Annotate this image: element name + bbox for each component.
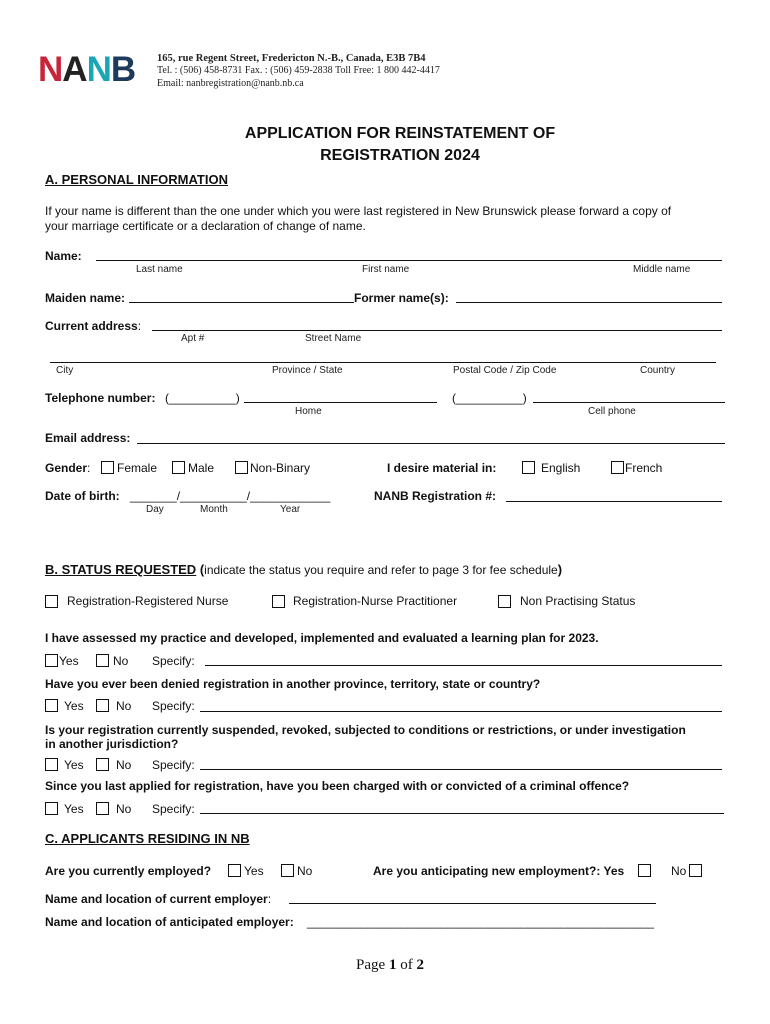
employed-yes-label: Yes [244,864,264,878]
section-a-heading: A. PERSONAL INFORMATION [45,172,228,187]
cell-area-code: (__________) [452,391,527,405]
header-email: Email: nanbregistration@nanb.nb.ca [157,78,304,89]
city-province-field[interactable] [50,362,716,363]
current-address-text: Current address [45,319,138,333]
page-total: 2 [416,957,424,973]
non-practising-label: Non Practising Status [520,594,636,608]
anticipated-employer-label: Name and location of anticipated employer: [45,915,294,929]
name-label: Name: [45,249,82,263]
gender-colon: : [87,461,91,475]
telephone-label: Telephone number: [45,391,156,405]
cell-caption: Cell phone [588,406,636,417]
intro-line1: If your name is different than the one under which you were last registered in New Brunswick please forward a copy of [45,204,672,218]
title-line2: REGISTRATION 2024 [320,147,480,164]
female-label: Female [117,461,158,475]
male-label: Male [188,461,215,475]
q1-no-label: No [113,654,129,668]
anticipating-text: Are you anticipating new employment?: Yes [373,864,625,878]
logo-letter-b: B [110,50,136,89]
anticipating-yes-checkbox[interactable] [638,864,651,877]
non-practising-checkbox[interactable] [498,595,511,608]
q4-specify-label: Specify: [152,802,195,816]
q3-no-label: No [116,758,132,772]
registration-number-label: NANB Registration #: [374,489,497,503]
q3-yes-label: Yes [64,758,84,772]
dob-field[interactable]: _______/__________/____________ [130,489,331,503]
employed-question: Are you currently employed? [45,864,212,878]
anticipated-employer-field[interactable]: ____________________________________________________ [307,915,655,929]
name-field[interactable] [96,260,722,261]
question-suspended-line2: in another jurisdiction? [45,737,179,751]
q4-no-label: No [116,802,132,816]
title-line1: APPLICATION FOR REINSTATEMENT OF [244,125,556,142]
q2-specify-label: Specify: [152,699,195,713]
gender-text: Gender [45,461,88,475]
former-names-field[interactable] [456,302,722,303]
q2-no-label: No [116,699,132,713]
home-area-code: (__________) [165,391,240,405]
french-label: French [625,461,663,475]
q3-specify-field[interactable] [200,769,722,770]
nonbinary-checkbox[interactable] [235,461,248,474]
section-b-note: indicate the status you require and refer to page 3 for fee schedule [204,563,558,577]
question-suspended-line1: Is your registration currently suspended, revoked, subjected to conditions or restrictions, or under investigation [45,723,686,737]
home-phone-field[interactable] [244,402,437,403]
q1-yes-label: Yes [59,654,79,668]
header-phones: Tel. : (506) 458-8731 Fax. : (506) 459-2838 Toll Free: 1 800 442-4417 [157,65,440,76]
q4-no-checkbox[interactable] [96,802,109,815]
current-employer-colon: : [267,892,272,906]
q1-yes-checkbox[interactable] [45,654,58,667]
q1-specify-field[interactable] [205,665,722,666]
maiden-name-field[interactable] [129,302,354,303]
registered-nurse-label: Registration-Registered Nurse [67,594,229,608]
logo-letter-n1: N [38,50,63,89]
page-indicator [0,957,770,974]
cell-phone-field[interactable] [533,402,725,403]
month-caption: Month [200,504,228,515]
current-address-label [45,319,141,333]
english-checkbox[interactable] [522,461,535,474]
nurse-practitioner-checkbox[interactable] [272,595,285,608]
page-number: 1 [388,957,397,973]
employed-yes-checkbox[interactable] [228,864,241,877]
current-employer-text: Name and location of current employer [45,892,268,906]
anticipating-no-label: No [671,864,687,878]
q3-no-checkbox[interactable] [96,758,109,771]
logo-letter-n2: N [86,50,111,89]
q2-yes-checkbox[interactable] [45,699,58,712]
of-word: of [400,957,413,973]
employed-no-checkbox[interactable] [281,864,294,877]
q4-specify-field[interactable] [200,813,724,814]
first-name-caption: First name [362,264,410,275]
nonbinary-label: Non-Binary [250,461,311,475]
registration-number-field[interactable] [506,501,722,502]
q3-yes-checkbox[interactable] [45,758,58,771]
english-label: English [541,461,581,475]
question-criminal: Since you last applied for registration, have you been charged with or convicted of a criminal offence? [45,779,630,793]
male-checkbox[interactable] [172,461,185,474]
gender-label [45,461,90,475]
former-names-label: Former name(s): [354,291,449,305]
middle-name-caption: Middle name [633,264,691,275]
q4-yes-checkbox[interactable] [45,802,58,815]
maiden-name-label: Maiden name: [45,291,126,305]
street-caption: Street Name [305,333,362,344]
home-caption: Home [295,406,322,417]
page-word: Page [356,957,386,973]
email-field[interactable] [137,443,725,444]
apt-caption: Apt # [181,333,205,344]
french-checkbox[interactable] [611,461,624,474]
nanb-logo [38,52,135,88]
section-c-heading: C. APPLICANTS RESIDING IN NB [45,831,250,846]
anticipating-no-checkbox[interactable] [689,864,702,877]
dob-label: Date of birth: [45,489,120,503]
day-caption: Day [146,504,164,515]
q2-yes-label: Yes [64,699,84,713]
header-address: 165, rue Regent Street, Fredericton N.-B., Canada, E3B 7B4 [157,53,426,64]
q4-yes-label: Yes [64,802,84,816]
female-checkbox[interactable] [101,461,114,474]
registered-nurse-checkbox[interactable] [45,595,58,608]
q3-specify-label: Specify: [152,758,195,772]
province-caption: Province / State [272,365,343,376]
question-learning-plan: I have assessed my practice and developed, implemented and evaluated a learning plan for 2023. [45,631,599,645]
employed-no-label: No [297,864,313,878]
current-address-colon: : [137,319,142,333]
country-caption: Country [640,365,676,376]
last-name-caption: Last name [136,264,183,275]
intro-line2: your marriage certificate or a declaration of change of name. [45,219,366,233]
section-b-heading [45,562,562,577]
question-denied: Have you ever been denied registration in another province, territory, state or country? [45,677,541,691]
q2-no-checkbox[interactable] [96,699,109,712]
current-employer-field[interactable] [289,903,656,904]
postal-caption: Postal Code / Zip Code [453,365,557,376]
city-caption: City [56,365,74,376]
q1-specify-label: Specify: [152,654,195,668]
q1-no-checkbox[interactable] [96,654,109,667]
section-b-paren-close: ) [557,562,563,577]
street-field[interactable] [152,330,722,331]
section-b-title: B. STATUS REQUESTED [45,562,197,577]
year-caption: Year [280,504,301,515]
current-employer-label [45,892,271,906]
section-b-paren-open: ( [199,562,205,577]
logo-letter-a: A [62,50,87,89]
q2-specify-field[interactable] [200,711,722,712]
material-label: I desire material in: [387,461,497,475]
nurse-practitioner-label: Registration-Nurse Practitioner [293,594,458,608]
anticipating-question [373,864,624,878]
email-label: Email address: [45,431,131,445]
